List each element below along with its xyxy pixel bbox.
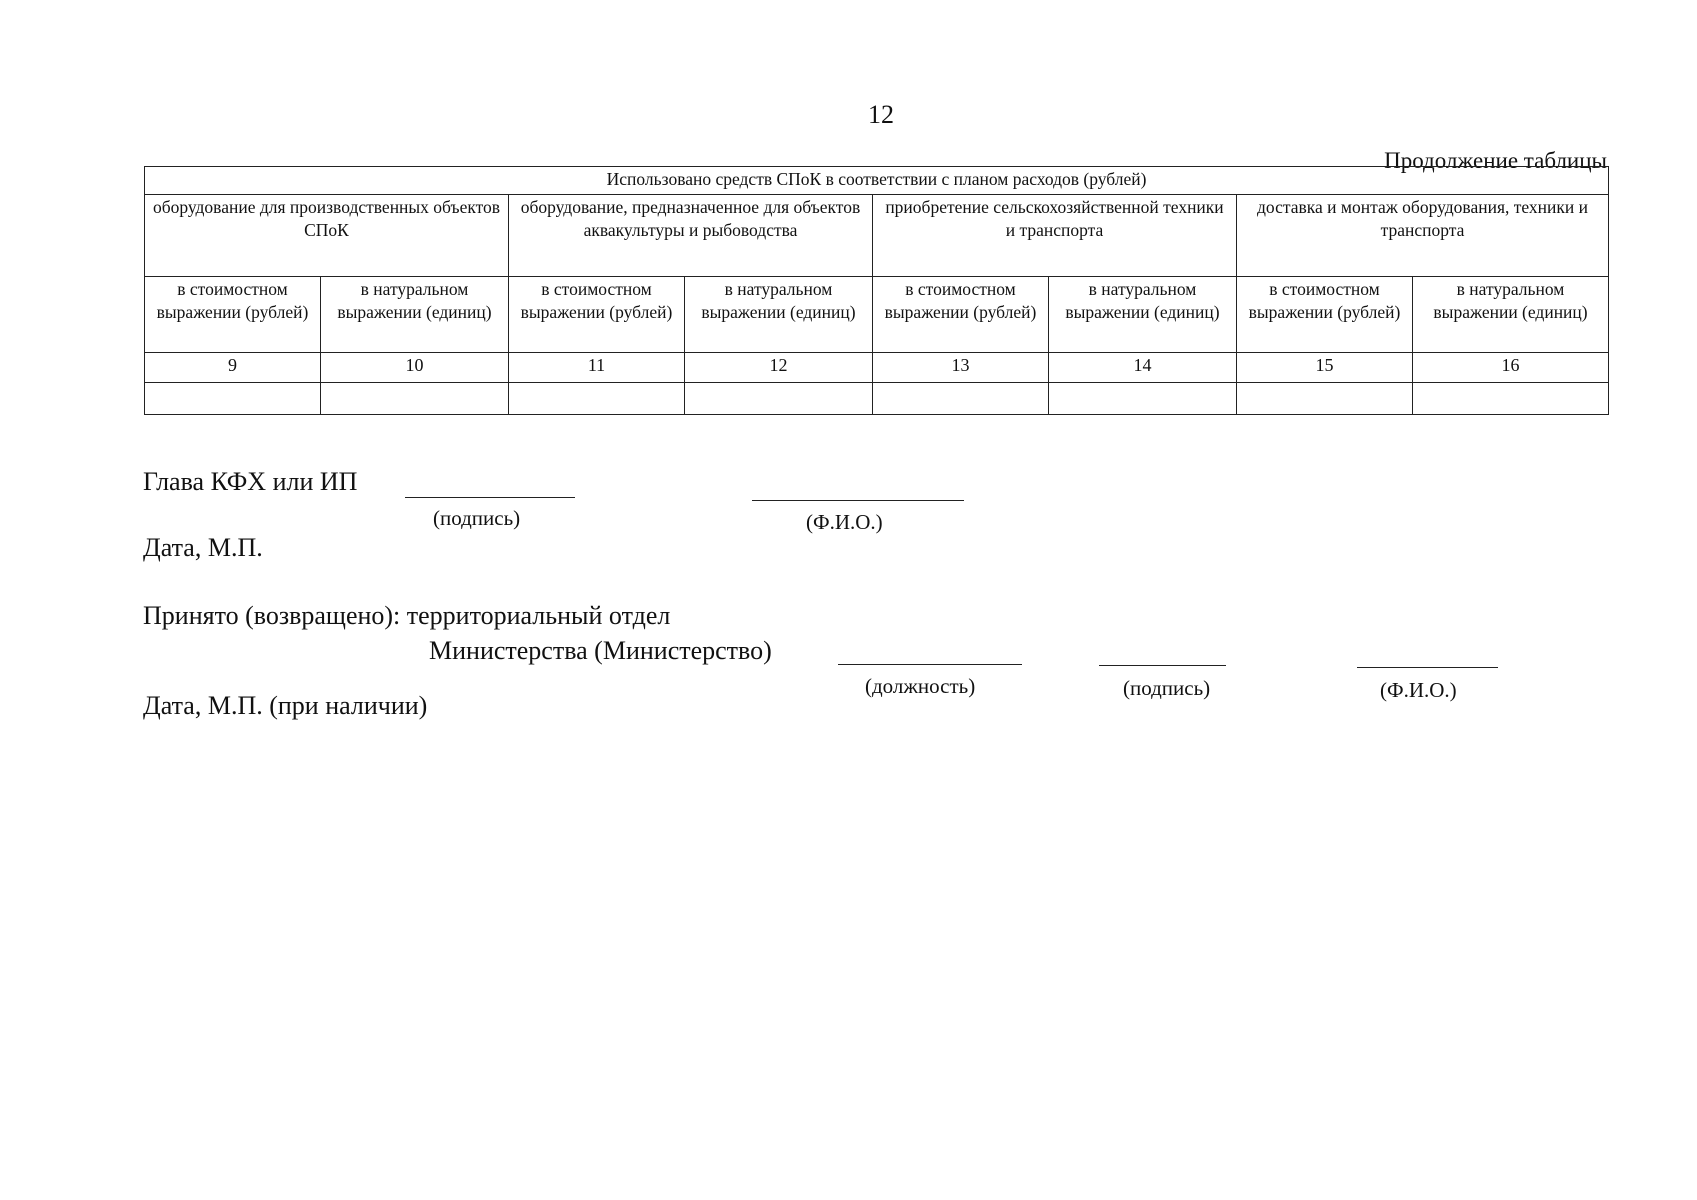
unit-header-cell: в натуральном выражении (единиц): [1049, 277, 1237, 353]
group-header-cell: доставка и монтаж оборудования, техники и транспорта: [1237, 195, 1609, 277]
column-number-cell: 10: [321, 353, 509, 383]
date-label: Дата, М.П.: [143, 533, 263, 562]
page-number: 12: [868, 100, 894, 129]
continuation-label: Продолжение таблицы: [1384, 148, 1607, 173]
table-header-row: [145, 167, 1609, 195]
table-cell[interactable]: [873, 383, 1049, 415]
unit-header-cell: в стоимостном выражении (рублей): [1237, 277, 1413, 353]
acceptance-name-caption: (Ф.И.О.): [1380, 678, 1457, 702]
table-row: [145, 383, 1609, 415]
unit-header-cell: в стоимостном выражении (рублей): [145, 277, 321, 353]
column-number-cell: 13: [873, 353, 1049, 383]
table-cell[interactable]: [509, 383, 685, 415]
table-cell[interactable]: [1237, 383, 1413, 415]
acceptance-label: Принято (возвращено): территориальный отдел: [143, 601, 671, 630]
table-number-row: [145, 353, 1609, 383]
table-cell[interactable]: [1413, 383, 1609, 415]
column-number-cell: 14: [1049, 353, 1237, 383]
table-cell[interactable]: [145, 383, 321, 415]
column-number-cell: 11: [509, 353, 685, 383]
group-header-cell: оборудование, предназначенное для объектов аквакультуры и рыбоводства: [509, 195, 873, 277]
table-group-row: [145, 195, 1609, 277]
acceptance-name-line[interactable]: [1357, 667, 1498, 668]
group-header-cell: приобретение сельскохозяйственной техники и транспорта: [873, 195, 1237, 277]
unit-header-cell: в натуральном выражении (единиц): [685, 277, 873, 353]
name-line[interactable]: [752, 500, 964, 501]
unit-header-cell: в стоимостном выражении (рублей): [509, 277, 685, 353]
main-header-cell: Использовано средств СПоК в соответствии с планом расходов (рублей): [145, 167, 1609, 195]
acceptance-signature-caption: (подпись): [1123, 676, 1211, 700]
column-number-cell: 15: [1237, 353, 1413, 383]
acceptance-date-label: Дата, М.П. (при наличии): [143, 691, 428, 720]
signature-line[interactable]: [405, 497, 575, 498]
table-cell[interactable]: [685, 383, 873, 415]
position-line[interactable]: [838, 664, 1022, 665]
table-cell[interactable]: [321, 383, 509, 415]
column-number-cell: 16: [1413, 353, 1609, 383]
group-header-cell: оборудование для производственных объектов СПоК: [145, 195, 509, 277]
unit-header-cell: в стоимостном выражении (рублей): [873, 277, 1049, 353]
acceptance-ministry-label: Министерства (Министерство): [429, 636, 772, 665]
column-number-cell: 12: [685, 353, 873, 383]
head-label: Глава КФХ или ИП: [143, 467, 358, 496]
table-unit-row: [145, 277, 1609, 353]
report-table: [144, 166, 1609, 415]
signature-caption: (подпись): [433, 506, 521, 530]
unit-header-cell: в натуральном выражении (единиц): [321, 277, 509, 353]
unit-header-cell: в натуральном выражении (единиц): [1413, 277, 1609, 353]
column-number-cell: 9: [145, 353, 321, 383]
name-caption: (Ф.И.О.): [806, 510, 883, 534]
table-cell[interactable]: [1049, 383, 1237, 415]
acceptance-signature-line[interactable]: [1099, 665, 1226, 666]
position-caption: (должность): [865, 674, 976, 698]
